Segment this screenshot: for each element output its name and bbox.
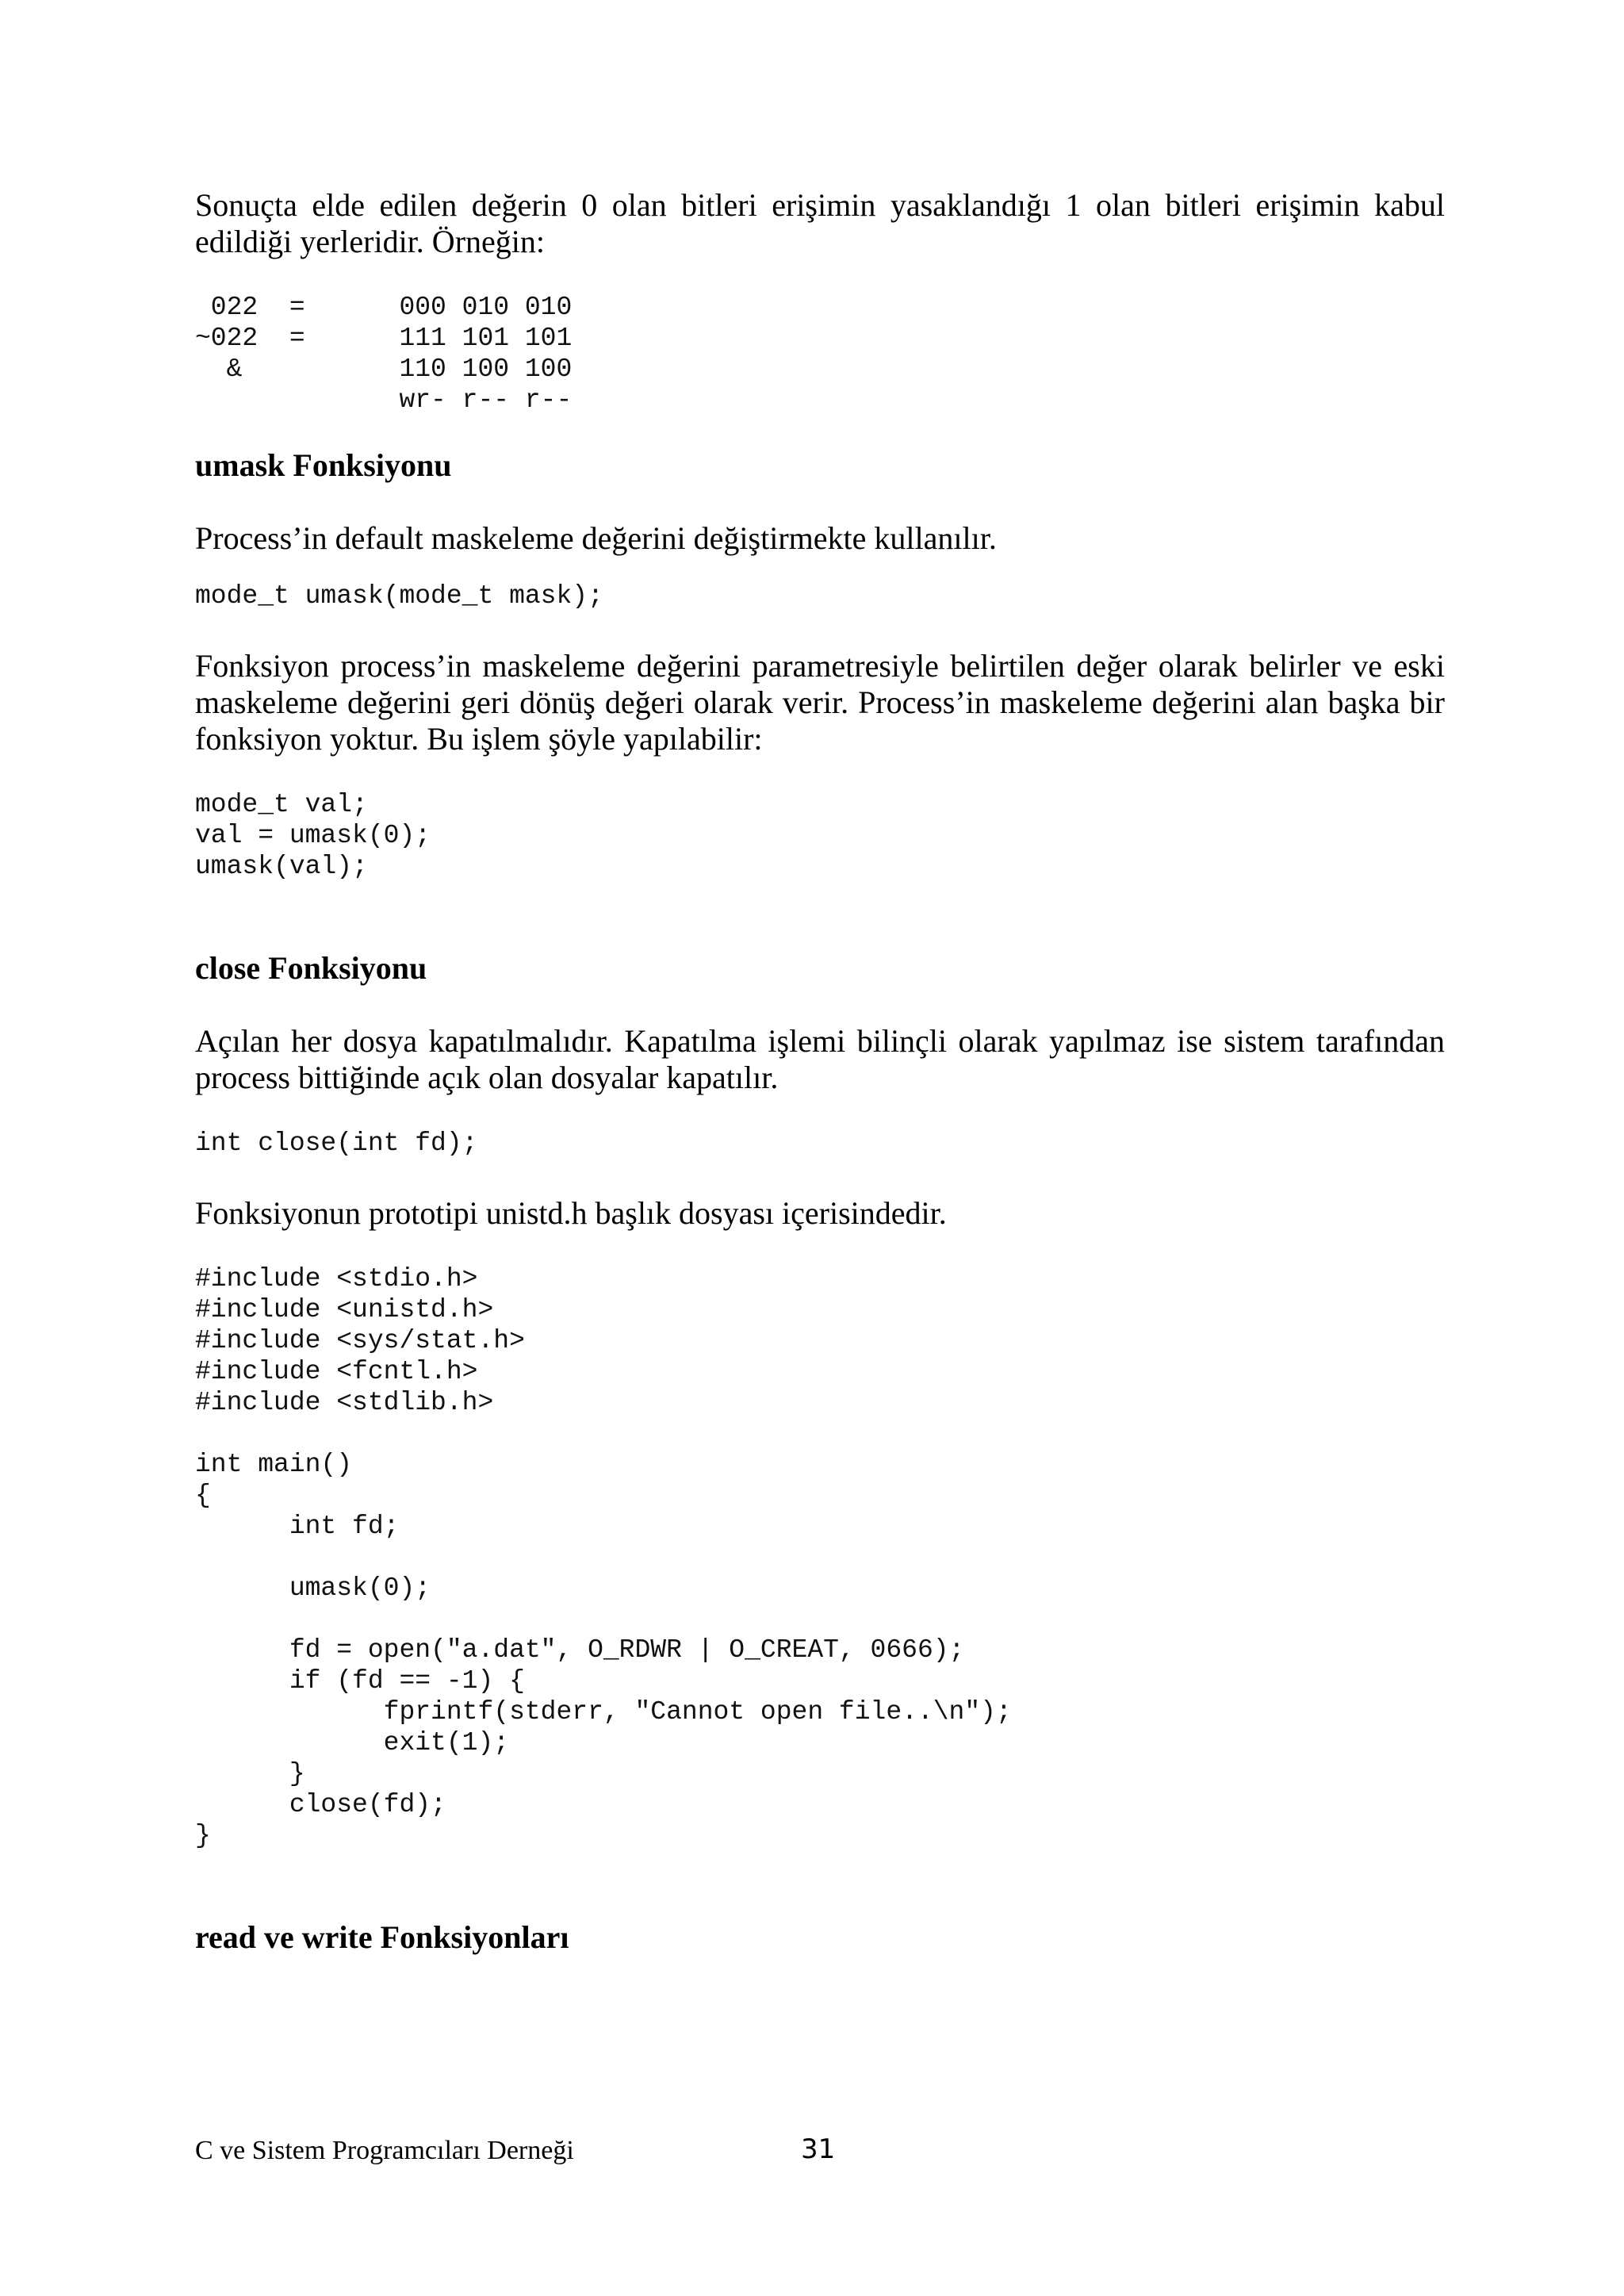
close-description: Açılan her dosya kapatılmalıdır. Kapatılma işlemi bilinçli olarak yapılmaz ise sistem tarafından process bittiğinde açık olan dosyalar kapatılır. [195, 1023, 1445, 1095]
umask-description: Process’in default maskeleme değerini değiştirmekte kullanılır. [195, 520, 997, 556]
umask-explanation: Fonksiyon process’in maskeleme değerini parametresiyle belirtilen değer olarak belirler ve eski maskeleme değerini geri dönüş değeri olarak verir. Process’in maskeleme değerini alan başka bir fonksiyon yoktur. Bu işlem şöyle yapılabilir: [195, 648, 1445, 757]
close-example-code: #include <stdio.h> #include <unistd.h> #include <sys/stat.h> #include <fcntl.h> #include <stdlib.h> int main() { int fd; umask(0); fd = open("a.dat", O_RDWR | O_CREAT, 0666); if (fd == -1) { fprintf(stderr, "Cannot open file..\n"); exit(1); } close(fd); } [195, 1264, 1012, 1850]
footer-page-number: 31 [801, 2133, 836, 2165]
read-write-heading: read ve write Fonksiyonları [195, 1919, 569, 1955]
footer-organization: C ve Sistem Programcıları Derneği [195, 2136, 574, 2165]
umask-heading: umask Fonksiyonu [195, 447, 452, 483]
umask-prototype: mode_t umask(mode_t mask); [195, 581, 603, 611]
close-heading: close Fonksiyonu [195, 950, 427, 986]
document-page [195, 187, 1445, 1956]
intro-paragraph: Sonuçta elde edilen değerin 0 olan bitleri erişimin yasaklandığı 1 olan bitleri erişimin kabul edildiği yerleridir. Örneğin: [195, 187, 1445, 259]
mask-example-code: 022 = 000 010 010 ~022 = 111 101 101 & 110 100 100 wr- r-- r-- [195, 293, 573, 415]
umask-example-code: mode_t val; val = umask(0); umask(val); [195, 790, 431, 881]
close-prototype: int close(int fd); [195, 1129, 478, 1158]
close-header-note: Fonksiyonun prototipi unistd.h başlık dosyası içerisindedir. [195, 1195, 947, 1231]
